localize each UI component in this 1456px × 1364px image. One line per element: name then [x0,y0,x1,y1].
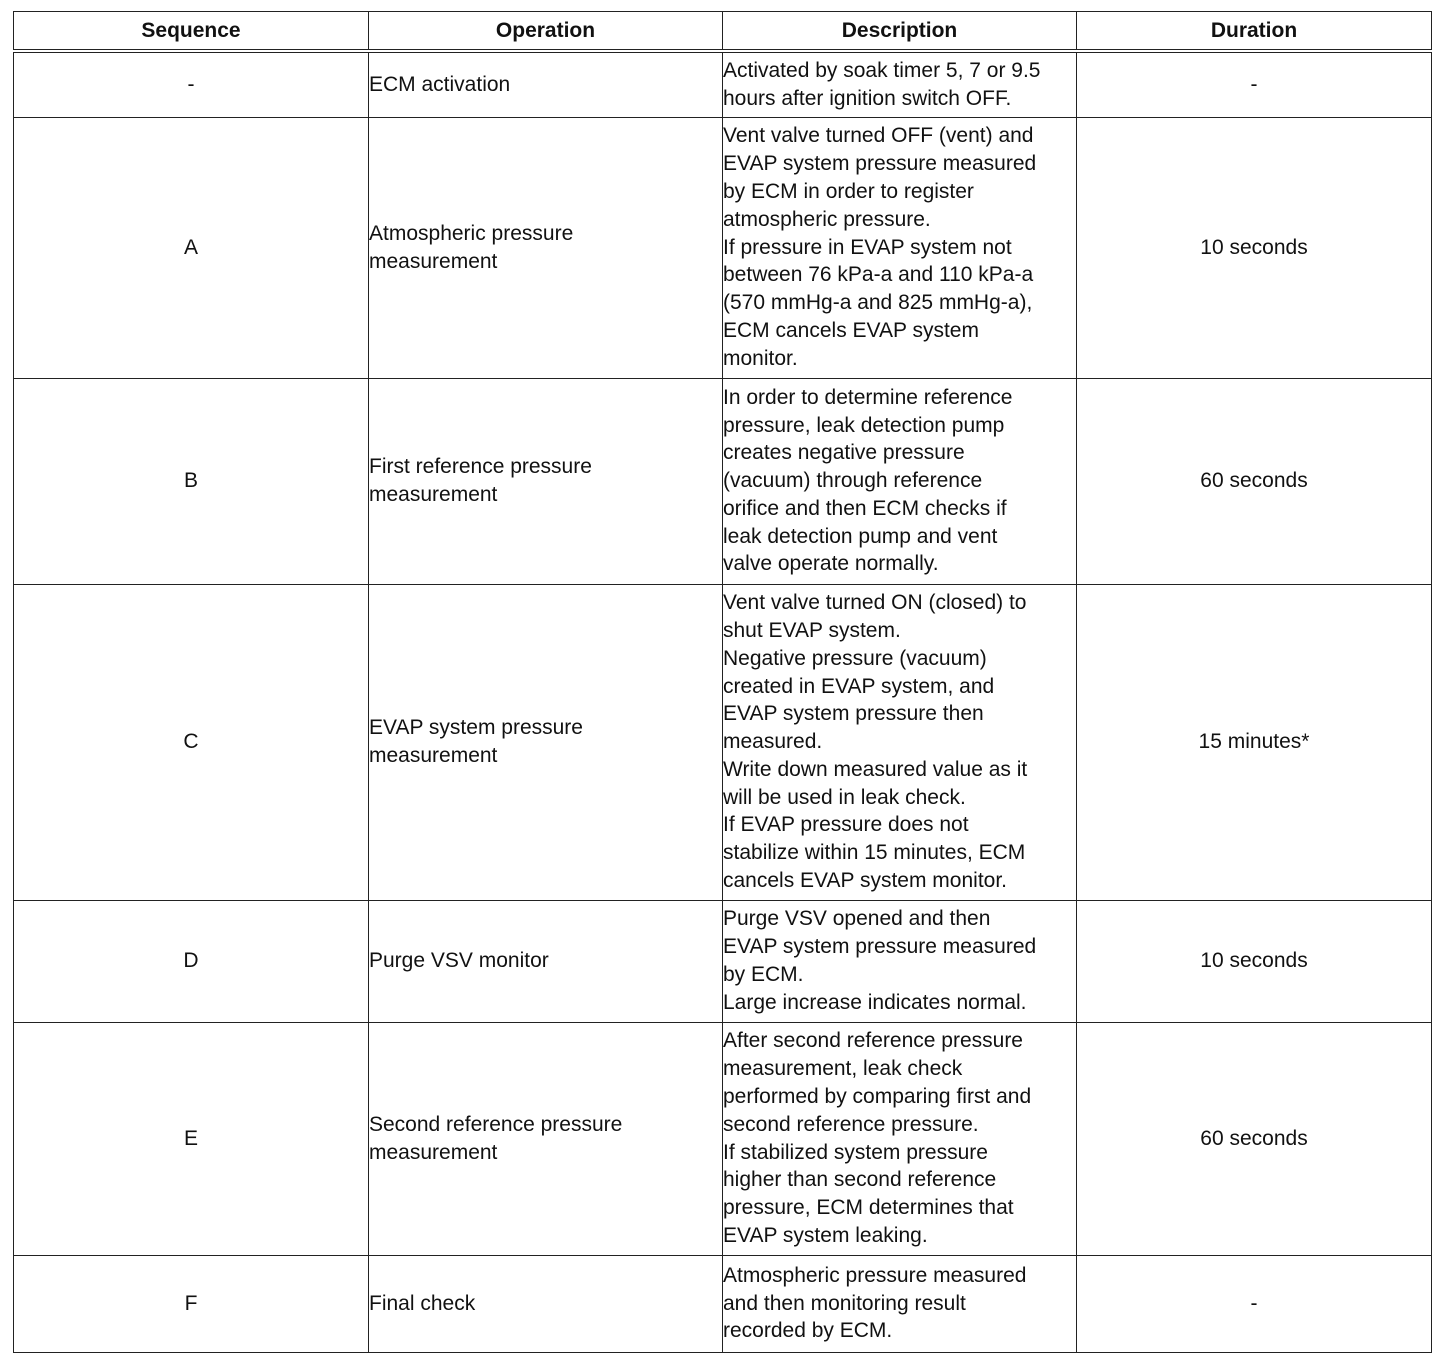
header-sequence: Sequence [14,12,369,52]
operation-cell [369,51,723,117]
table-header-row [14,12,1432,52]
header-description: Description [723,12,1077,52]
description-line: second reference pressure. [723,1112,979,1136]
duration-cell: 10 seconds [1077,900,1432,1022]
description-line: stabilize within 15 minutes, ECM [723,841,1026,865]
sequence-cell: A [14,117,369,378]
duration-cell: 60 seconds [1077,378,1432,584]
description-line: Atmospheric pressure measured [723,1263,1027,1287]
table-row [14,584,1432,900]
operation-line: Final check [369,1291,476,1315]
description-line: After second reference pressure [723,1029,1023,1053]
operation-line: measurement [369,483,498,506]
table-row [14,117,1432,378]
duration-cell: - [1077,1255,1432,1352]
description-line: Vent valve turned ON (closed) to [723,591,1027,615]
description-line: atmospheric pressure. [723,207,931,231]
header-operation: Operation [369,12,723,52]
header-duration: Duration [1077,12,1432,52]
sequence-cell: D [14,900,369,1022]
description-line: (570 mmHg-a and 825 mmHg-a), [723,291,1033,315]
description-cell [723,900,1077,1022]
table-row [14,1255,1432,1352]
description-line: Vent valve turned OFF (vent) and [723,124,1034,148]
operation-line: First reference pressure [369,455,592,479]
sequence-cell: F [14,1255,369,1352]
description-line: EVAP system pressure then [723,702,984,726]
description-line: pressure, ECM determines that [723,1196,1014,1220]
description-line: valve operate normally. [723,552,939,576]
table-row [14,900,1432,1022]
description-line: by ECM. [723,963,804,986]
description-cell [723,1255,1077,1352]
description-line: If EVAP pressure does not [723,813,969,837]
operation-line: Second reference pressure [369,1112,623,1136]
description-line: Purge VSV opened and then [723,907,991,931]
description-line: between 76 kPa-a and 110 kPa-a [723,263,1034,287]
description-line: cancels EVAP system monitor. [723,869,1008,893]
description-line: Large increase indicates normal. [723,990,1027,1014]
operation-cell [369,900,723,1022]
description-line: measurement, leak check [723,1057,963,1081]
table-body [14,51,1432,1352]
operation-line: ECM activation [369,72,511,96]
description-cell [723,378,1077,584]
description-line: created in EVAP system, and [723,674,995,698]
operation-line: measurement [369,1140,498,1164]
sequence-cell: C [14,584,369,900]
sequence-cell: - [14,51,369,117]
operation-cell [369,584,723,900]
table-row [14,51,1432,117]
description-line: shut EVAP system. [723,618,901,642]
description-line: and then monitoring result [723,1291,966,1315]
operation-cell [369,378,723,584]
description-line: In order to determine reference [723,385,1013,409]
description-line: recorded by ECM. [723,1319,893,1343]
table-row [14,1022,1432,1255]
description-line: hours after ignition switch OFF. [723,86,1012,110]
description-line: by ECM in order to register [723,180,974,203]
operation-line: Atmospheric pressure [369,221,574,245]
duration-cell: - [1077,51,1432,117]
operation-cell [369,1255,723,1352]
description-line: performed by comparing first and [723,1084,1032,1108]
description-line: EVAP system leaking. [723,1223,928,1247]
description-line: will be used in leak check. [723,785,966,809]
description-line: monitor. [723,346,798,370]
description-line: measured. [723,730,823,754]
sequence-cell: B [14,378,369,584]
description-cell [723,1022,1077,1255]
duration-cell: 60 seconds [1077,1022,1432,1255]
description-cell [723,584,1077,900]
operation-line: measurement [369,744,498,767]
description-line: orifice and then ECM checks if [723,496,1007,520]
description-cell [723,51,1077,117]
description-line: Negative pressure (vacuum) [723,646,987,670]
operation-line: measurement [369,249,498,273]
table-row [14,378,1432,584]
operation-cell [369,117,723,378]
description-line: Write down measured value as it [723,757,1028,781]
sequence-cell: E [14,1022,369,1255]
duration-cell: 10 seconds [1077,117,1432,378]
description-line: EVAP system pressure measured [723,152,1037,176]
description-line: (vacuum) through reference [723,469,983,493]
description-line: leak detection pump and vent [723,524,998,548]
description-line: If pressure in EVAP system not [723,235,1012,259]
operation-cell [369,1022,723,1255]
description-line: Activated by soak timer 5, 7 or 9.5 [723,58,1041,82]
operation-line: Purge VSV monitor [369,949,549,973]
description-line: creates negative pressure [723,441,965,465]
description-line: pressure, leak detection pump [723,413,1005,437]
evap-monitor-sequence-table [13,11,1432,1353]
description-line: higher than second reference [723,1168,997,1192]
description-line: ECM cancels EVAP system [723,318,979,342]
operation-line: EVAP system pressure [369,716,583,740]
description-cell [723,117,1077,378]
description-line: EVAP system pressure measured [723,935,1037,959]
duration-cell: 15 minutes* [1077,584,1432,900]
description-line: If stabilized system pressure [723,1140,988,1164]
